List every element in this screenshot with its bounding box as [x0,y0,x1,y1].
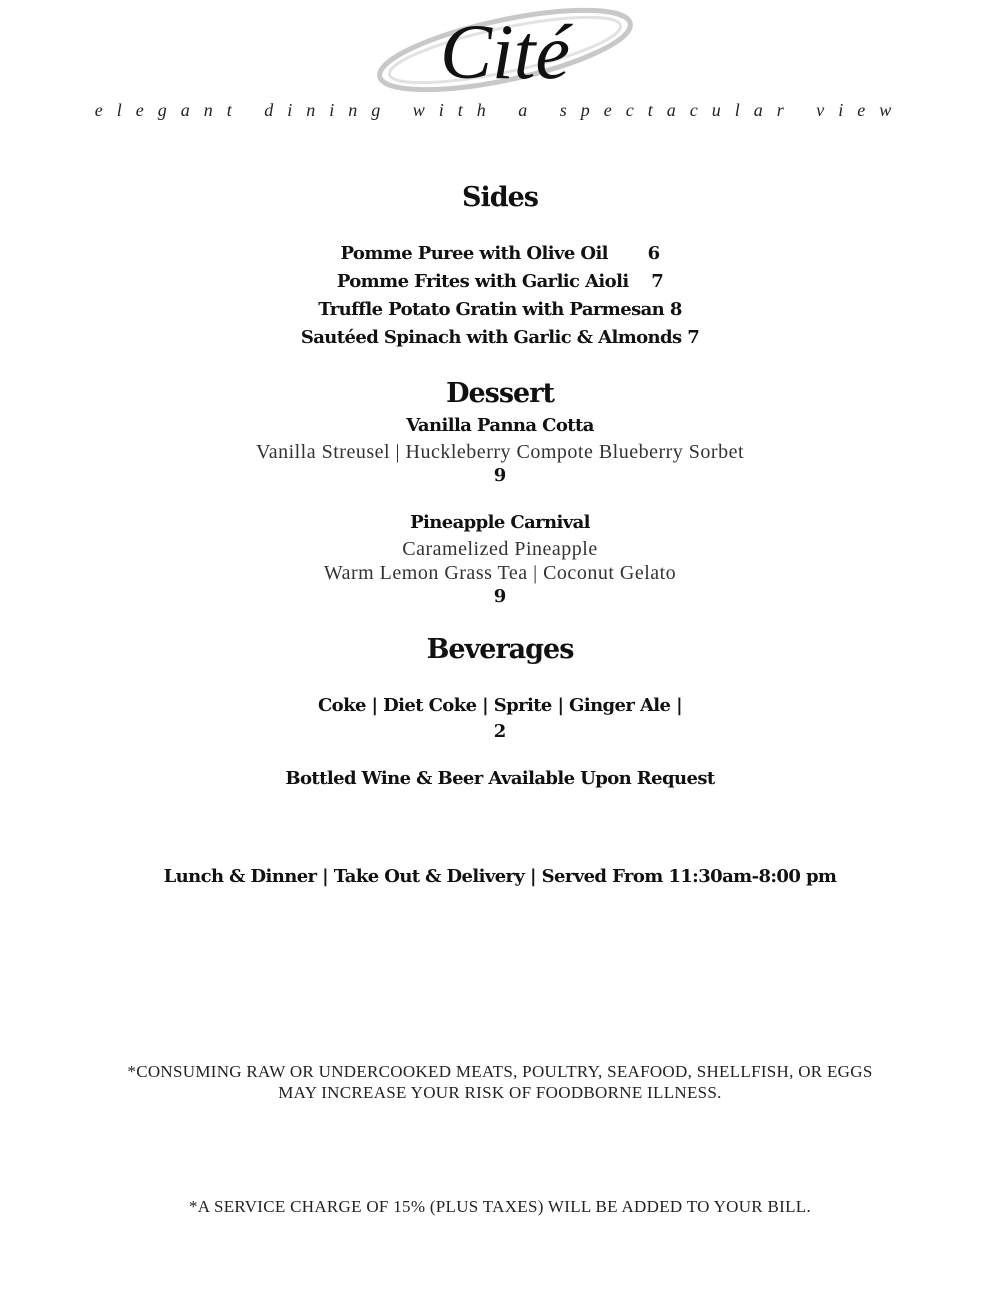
beverage-price: 2 [493,721,507,742]
beverage-list: Coke | Diet Coke | Sprite | Ginger Ale | [317,695,683,716]
dessert-item-panna-cotta [0,412,1000,488]
tagline: elegant dining with a spectacular view [94,100,906,120]
dessert-name: Pineapple Carnival [410,512,590,533]
dessert-item-pineapple [0,509,1000,609]
dessert-description: Vanilla Streusel | Huckleberry Compote Blueberry Sorbet [255,441,745,463]
side-item: Pomme Frites with Garlic Aioli 7 [336,271,664,292]
dessert-price: 9 [493,586,507,607]
sides-title: Sides [461,182,538,213]
beverages-title: Beverages [426,634,574,665]
svg-text:Cité: Cité [440,8,570,95]
cite-logo [355,2,655,102]
dessert-description: Warm Lemon Grass Tea | Coconut Gelato [323,562,677,584]
food-safety-disclaimer [0,1061,1000,1103]
side-item: Sautéed Spinach with Garlic & Almonds 7 [300,327,700,348]
service-charge-note: *A SERVICE CHARGE OF 15% (PLUS TAXES) WILL BE ADDED TO YOUR BILL. [188,1197,812,1216]
sides-list [0,240,1000,352]
dessert-name: Vanilla Panna Cotta [406,415,594,436]
beverages-list [0,692,1000,744]
side-item: Pomme Puree with Olive Oil 6 [340,243,660,264]
hours-info: Lunch & Dinner | Take Out & Delivery | Served From 11:30am-8:00 pm [163,866,837,887]
dessert-price: 9 [493,465,507,486]
dessert-description: Caramelized Pineapple [402,538,598,560]
wine-beer-note: Bottled Wine & Beer Available Upon Request [285,768,715,789]
disclaimer-line: *CONSUMING RAW OR UNDERCOOKED MEATS, POULTRY, SEAFOOD, SHELLFISH, OR EGGS [127,1062,873,1081]
side-item: Truffle Potato Gratin with Parmesan 8 [318,299,682,320]
dessert-title: Dessert [446,378,554,409]
disclaimer-line: MAY INCREASE YOUR RISK OF FOODBORNE ILLNESS. [278,1083,722,1102]
